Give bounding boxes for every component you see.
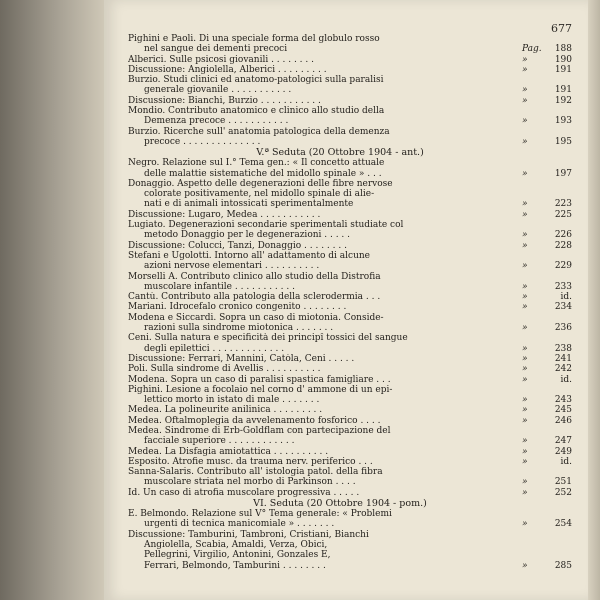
- entry-line: Modena. Sopra un caso di paralisi spastica famigliare . . .: [128, 374, 391, 385]
- toc-entry: [128, 106, 572, 127]
- page-prefix: »: [522, 302, 528, 313]
- toc-entry: [128, 34, 572, 55]
- toc-entry: [128, 127, 572, 148]
- entry-page-number: 252: [554, 487, 572, 498]
- entry-text: [128, 333, 522, 354]
- section-heading: VI. Seduta (20 Ottobre 1904 - pom.): [253, 498, 427, 510]
- entry-line: Ferrari, Belmondo, Tamburini . . . . . . . .: [144, 560, 326, 571]
- entry-page-number: id.: [560, 374, 572, 385]
- entry-page-number: id.: [560, 456, 572, 467]
- entry-line: Burzio. Ricerche sull' anatomia patologica della demenza: [128, 126, 390, 137]
- entry-text: [128, 488, 522, 498]
- entry-text: [128, 292, 522, 302]
- book-gutter: [0, 0, 104, 600]
- entry-page-number: 225: [554, 209, 572, 220]
- entry-line: nati e di animali intossicati sperimentalmente: [144, 199, 354, 210]
- entry-line: Discussione: Bianchi, Burzio . . . . . . . . . . .: [128, 95, 321, 106]
- entry-line: Ceni. Sulla natura e specificità dei principî tossici del sangue: [128, 333, 408, 344]
- page-prefix: »: [522, 456, 528, 467]
- page-prefix: Pag.: [522, 44, 542, 55]
- toc-entry: [128, 385, 572, 406]
- page-prefix: »: [522, 209, 528, 220]
- entry-text: [128, 34, 522, 55]
- entry-line: Modena e Siccardi. Sopra un caso di miotonia. Conside-: [128, 312, 384, 323]
- toc-entry: [128, 55, 572, 65]
- entry-line: Esposito. Atrofie musc. da trauma nerv. periferico . . .: [128, 456, 373, 467]
- entry-page-number: 243: [554, 395, 572, 406]
- entry-page-number: 249: [554, 446, 572, 457]
- entry-line: Medea. La polineurite anilinica . . . . . . . . .: [128, 405, 323, 416]
- entry-text: [128, 354, 522, 364]
- entry-page-number: 223: [554, 199, 572, 210]
- entry-text: [128, 457, 522, 467]
- entry-line: colorate positivamente, nel midollo spinale di alie-: [144, 189, 375, 200]
- entry-page-number: 247: [554, 436, 572, 447]
- entry-text: [128, 416, 522, 426]
- entry-text: [128, 272, 522, 293]
- entry-line: metodo Donaggio per le degenerazioni . . . . .: [144, 230, 351, 241]
- entry-line: facciale superiore . . . . . . . . . . . .: [144, 436, 295, 447]
- toc-entry: [128, 179, 572, 210]
- toc-entry: [128, 220, 572, 241]
- toc-entry: [128, 65, 572, 75]
- entry-page-number: 241: [554, 353, 572, 364]
- entry-page-number: 234: [554, 302, 572, 313]
- toc-entry: [128, 272, 572, 293]
- entry-text: [128, 210, 522, 220]
- entry-line: azioni nervose elementari . . . . . . . . . .: [144, 261, 320, 272]
- toc-entry: [128, 530, 572, 571]
- entry-text: [128, 302, 522, 312]
- page-prefix: »: [522, 323, 528, 334]
- entry-line: Morselli A. Contributo clinico allo studio della Distrofia: [128, 271, 381, 282]
- toc-entry: [128, 488, 572, 498]
- entry-line: Pighini. Lesione a focolaio nel corno d' ammone di un epi-: [128, 384, 393, 395]
- entry-text: [128, 375, 522, 385]
- entry-text: [128, 467, 522, 488]
- toc-entry: [128, 292, 572, 302]
- page-prefix: »: [522, 353, 528, 364]
- entry-line: precoce . . . . . . . . . . . . . .: [144, 136, 261, 147]
- entry-line: Donaggio. Aspetto delle degenerazioni delle fibre nervose: [128, 178, 393, 189]
- toc-entry: [128, 405, 572, 415]
- toc-entry: [128, 251, 572, 272]
- page-prefix: »: [522, 436, 528, 447]
- page-prefix: »: [522, 343, 528, 354]
- entry-line: Angiolella, Scabia, Amaldi, Verza, Obici,: [144, 539, 328, 550]
- entry-page-number: 245: [554, 405, 572, 416]
- entry-line: E. Belmondo. Relazione sul V° Tema generale: « Problemi: [128, 509, 392, 520]
- page-prefix: »: [522, 519, 528, 530]
- page-prefix: »: [522, 261, 528, 272]
- entry-line: Alberici. Sulle psicosi giovanili . . . . . . . .: [128, 54, 314, 65]
- entry-line: Sanna-Salaris. Contributo all' istologia patol. della fibra: [128, 467, 383, 478]
- entry-line: Pighini e Paoli. Di una speciale forma del globulo rosso: [128, 34, 380, 44]
- entry-line: Demenza precoce . . . . . . . . . . .: [144, 116, 289, 127]
- entry-line: muscolare infantile . . . . . . . . . . .: [144, 281, 295, 292]
- entry-text: [128, 251, 522, 272]
- entry-page-number: 190: [554, 54, 572, 65]
- toc-entry: [128, 158, 572, 179]
- entry-text: [128, 313, 522, 334]
- toc-entry: [128, 241, 572, 251]
- entry-line: Id. Un caso di atrofia muscolare progressiva . . . . .: [128, 487, 360, 498]
- toc-entry: [128, 364, 572, 374]
- entry-line: generale giovanile . . . . . . . . . . .: [144, 85, 292, 96]
- toc-entry: [128, 509, 572, 530]
- entry-text: [128, 96, 522, 106]
- entry-text: [128, 220, 522, 241]
- page-prefix: »: [522, 199, 528, 210]
- entry-text: [128, 385, 522, 406]
- page-prefix: »: [522, 64, 528, 75]
- entry-page-number: 197: [554, 168, 572, 179]
- entry-line: Pellegrini, Virgilio, Antonini, Gonzales E,: [144, 550, 331, 561]
- entry-line: Discussione: Ferrari, Mannini, Catòla, Ceni . . . . .: [128, 353, 355, 364]
- page-prefix: »: [522, 85, 528, 96]
- entry-page-number: 246: [554, 415, 572, 426]
- page-prefix: »: [522, 477, 528, 488]
- toc-entry: [128, 375, 572, 385]
- entry-line: urgenti di tecnica manicomiale » . . . . . . .: [144, 519, 335, 530]
- toc-entry: [128, 447, 572, 457]
- entry-page-number: 238: [554, 343, 572, 354]
- page-prefix: »: [522, 116, 528, 127]
- page-prefix: »: [522, 230, 528, 241]
- toc-entry: [128, 457, 572, 467]
- toc-entry: [128, 96, 572, 106]
- entry-page-number: 251: [554, 477, 572, 488]
- page-prefix: »: [522, 168, 528, 179]
- entry-line: Medea. Sindrome di Erb-Goldflam con partecipazione del: [128, 425, 391, 436]
- entry-text: [128, 241, 522, 251]
- entry-line: Stefani e Ugolotti. Intorno all' adattamento di alcune: [128, 250, 370, 261]
- page-edge: [588, 0, 600, 600]
- entry-page-number: 285: [554, 560, 572, 571]
- entry-page-number: 188: [554, 44, 572, 55]
- entry-page-number: 233: [554, 281, 572, 292]
- entry-line: Burzio. Studi clinici ed anatomo-patologici sulla paralisi: [128, 75, 384, 86]
- entry-line: delle malattie sistematiche del midollo spinale » . . .: [144, 168, 382, 179]
- page-prefix: »: [522, 405, 528, 416]
- entry-page-number: 228: [554, 240, 572, 251]
- toc-entry: [128, 354, 572, 364]
- entry-page-number: 236: [554, 323, 572, 334]
- page-prefix: »: [522, 240, 528, 251]
- entry-text: [128, 65, 522, 75]
- page-prefix: »: [522, 374, 528, 385]
- entry-text: [128, 106, 522, 127]
- entry-line: Cantù. Contributo alla patologia della sclerodermia . . .: [128, 292, 381, 303]
- entry-text: [128, 447, 522, 457]
- toc-entry: [128, 210, 572, 220]
- entry-line: razioni sulla sindrome miotonica . . . . . . .: [144, 323, 334, 334]
- toc-entry: [128, 467, 572, 488]
- toc-entry: [128, 333, 572, 354]
- entry-text: [128, 530, 522, 571]
- entry-page-number: id.: [560, 292, 572, 303]
- entry-line: Poli. Sulla sindrome di Avellis . . . . . . . . . .: [128, 364, 321, 375]
- page-prefix: »: [522, 395, 528, 406]
- entry-line: Discussione: Colucci, Tanzi, Donaggio . . . . . . . .: [128, 240, 347, 251]
- page-prefix: »: [522, 487, 528, 498]
- toc-entry: [128, 426, 572, 447]
- section-heading: V.ª Seduta (20 Ottobre 1904 - ant.): [256, 147, 424, 159]
- entry-text: [128, 364, 522, 374]
- page-prefix: »: [522, 292, 528, 303]
- entry-line: Discussione: Tamburini, Tambroni, Cristiani, Bianchi: [128, 529, 369, 540]
- entry-line: Negro. Relazione sul I.° Tema gen.: « Il concetto attuale: [128, 158, 385, 169]
- toc-entry: [128, 75, 572, 96]
- entry-line: muscolare striata nel morbo di Parkinson . . . .: [144, 477, 356, 488]
- page-prefix: »: [522, 364, 528, 375]
- entry-page-number: 254: [554, 519, 572, 530]
- page-number: 677: [551, 22, 572, 35]
- entry-line: degli epilettici . . . . . . . . . . . . .: [144, 343, 285, 354]
- entry-line: Medea. La Disfagia amiotattica . . . . . . . . . .: [128, 446, 329, 457]
- entry-line: Lugiato. Degenerazioni secondarie sperimentali studiate col: [128, 220, 404, 231]
- page-prefix: »: [522, 95, 528, 106]
- toc-entry: [128, 302, 572, 312]
- entry-page-number: 192: [554, 95, 572, 106]
- page-prefix: »: [522, 136, 528, 147]
- page-prefix: »: [522, 446, 528, 457]
- book-page: [104, 0, 588, 600]
- entry-text: [128, 509, 522, 530]
- entry-page-number: 191: [554, 85, 572, 96]
- entry-line: Discussione: Lugaro, Medea . . . . . . . . . . .: [128, 209, 321, 220]
- entry-text: [128, 405, 522, 415]
- entry-line: Mondio. Contributo anatomico e clinico allo studio della: [128, 106, 385, 117]
- entry-text: [128, 127, 522, 148]
- entry-page-number: 195: [554, 136, 572, 147]
- entry-line: Discussione: Angiolella, Alberici . . . . . . . . .: [128, 64, 327, 75]
- page-prefix: »: [522, 560, 528, 571]
- entry-text: [128, 179, 522, 210]
- page-prefix: »: [522, 281, 528, 292]
- entry-page-number: 193: [554, 116, 572, 127]
- entry-text: [128, 158, 522, 179]
- page-prefix: »: [522, 415, 528, 426]
- entry-text: [128, 426, 522, 447]
- table-of-contents: [128, 34, 572, 571]
- entry-line: lettico morto in istato di male . . . . . . .: [144, 395, 320, 406]
- entry-page-number: 191: [554, 64, 572, 75]
- page-prefix: »: [522, 54, 528, 65]
- toc-entry: [128, 416, 572, 426]
- entry-line: Mariani. Idrocefalo cronico congenito . . . . . . . .: [128, 302, 347, 313]
- entry-page-number: 226: [554, 230, 572, 241]
- entry-text: [128, 55, 522, 65]
- entry-page-number: 229: [554, 261, 572, 272]
- entry-text: [128, 75, 522, 96]
- entry-page-number: 242: [554, 364, 572, 375]
- entry-line: Medea. Oftalmoplegia da avvelenamento fosforico . . . .: [128, 415, 381, 426]
- toc-entry: [128, 313, 572, 334]
- entry-line: nel sangue dei dementi precoci: [144, 44, 288, 55]
